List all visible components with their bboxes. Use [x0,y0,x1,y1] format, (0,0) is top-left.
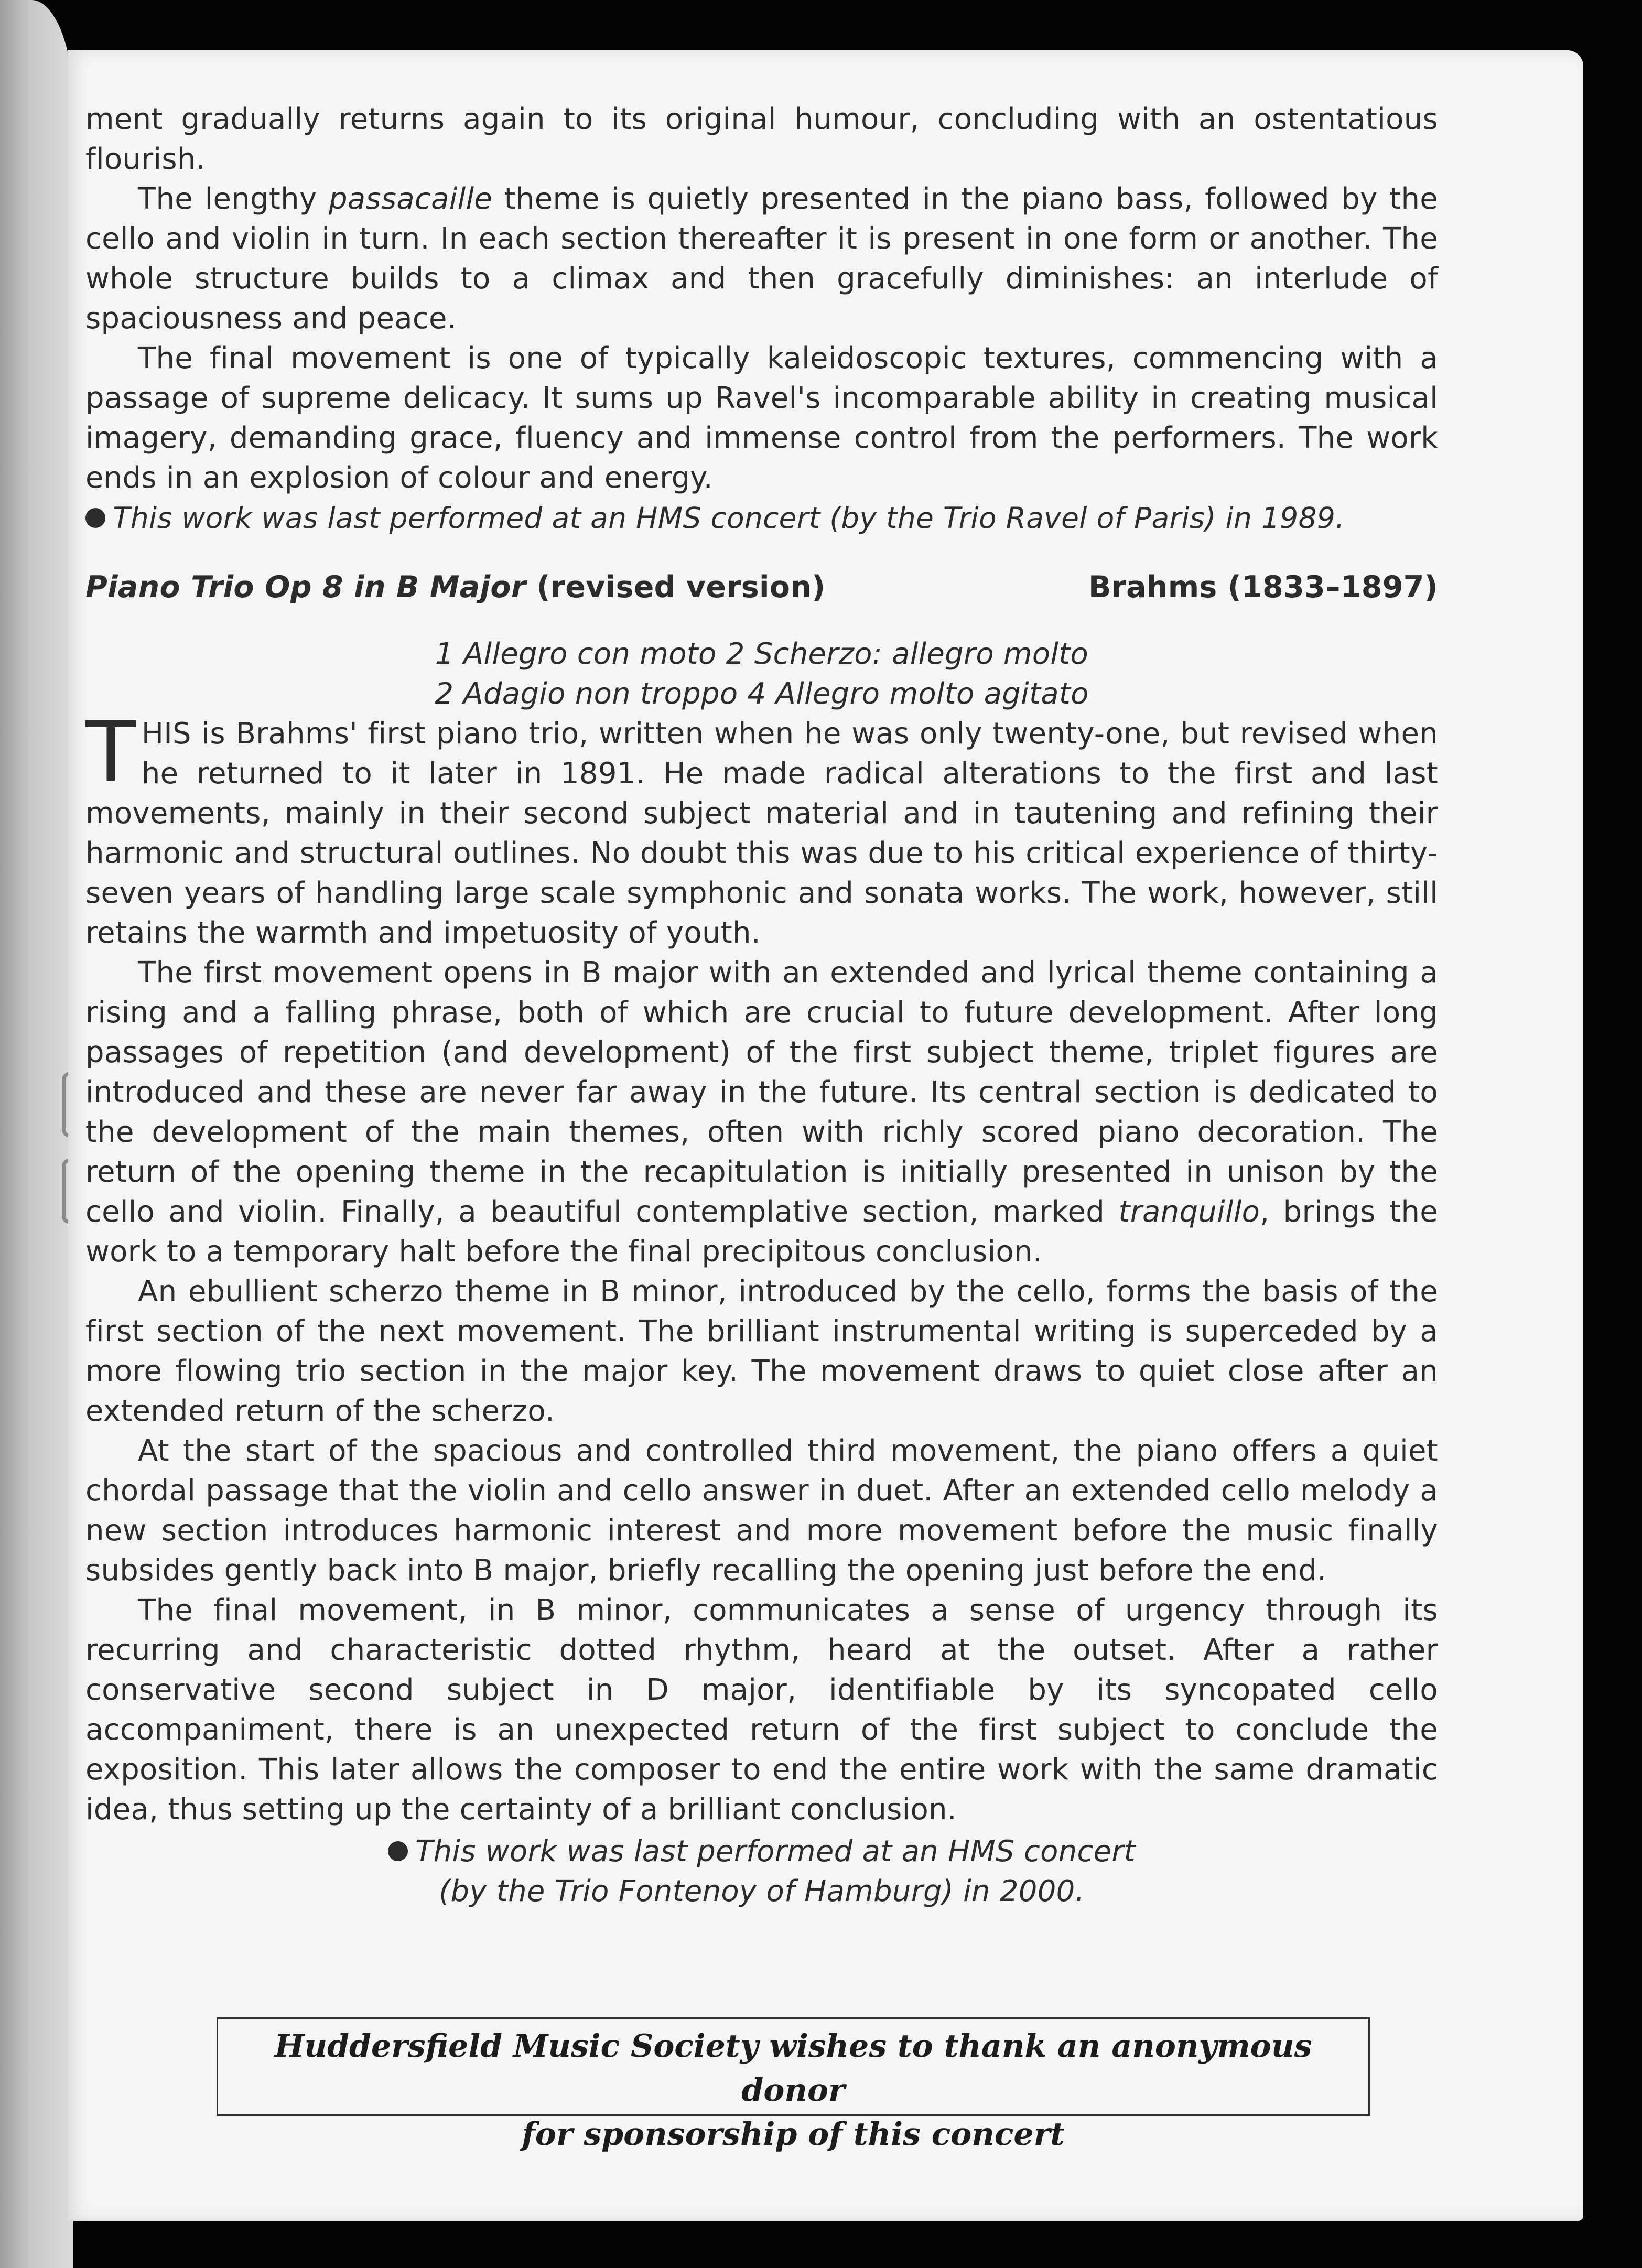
brahms-note-line [85,1832,1438,1872]
first-movement-paragraph [85,953,1438,1272]
finale-paragraph: The final movement, in B minor, communicates a sense of urgency through its recurring and characteristic dotted rhythm, heard at the outset. After a rather conservative second subject in D major, identifiable by its syncopated cello accompaniment, there is an unexpected return of the first subject to conclude the exposition. This later allows the composer to end the entire work with the same dramatic idea, thus setting up the certainty of a brilliant conclusion. [85,1593,1438,1827]
work-name: Piano Trio Op 8 in B Major [85,570,526,604]
brahms-note-line2: (by the Trio Fontenoy of Hamburg) in 2000. [439,1874,1085,1908]
drop-cap: T [85,704,136,801]
sponsor-thanks-line1: Huddersfield Music Society wishes to thank an anonymous donor [274,2028,1312,2109]
bullet-icon [388,1841,408,1861]
sponsor-thanks-box [217,2017,1370,2153]
facing-page-edge [0,0,73,2268]
work-title [85,567,825,607]
passacaille-text-end: theme is quietly presented in the piano bass, followed by the cello and violin in turn. In each section thereafter it is present in one form or another. The whole structure builds to a climax and then gracefully diminishes: an interlude of spaciousness and peace. [85,182,1438,336]
work-version: (revised version) [536,570,826,604]
passacaille-paragraph [85,179,1438,339]
brahms-intro-text: HIS is Brahms' first piano trio, written when he was only twenty-one, but revised when he returned to it later in 1891. He made radical alterations to the first and last movements, mainly in their second subject material and in tautening and refining their harmonic and structural outlines. No doubt this was due to his critical experience of thirty-seven years of handling large scale symphonic and sonata works. The work, however, still retains the warmth and impetuosity of youth. [85,717,1438,950]
movement-list [85,634,1438,714]
third-movement-paragraph: At the start of the spacious and controlled third movement, the piano offers a quiet chordal passage that the violin and cello answer in duet. After an extended cello melody a new section introduces harmonic interest and more movement before the music finally subsides gently back into B major, briefly recalling the opening just before the end. [85,1434,1438,1587]
ravel-intro-tail-paragraph: ment gradually returns again to its original humour, concluding with an ostentatious flourish. [85,102,1438,176]
passacaille-term: passacaille [328,182,493,216]
ravel-performance-note-text: This work was last performed at an HMS concert (by the Trio Ravel of Paris) in 1989. [113,501,1345,535]
movement-line: 1 Allegro con moto 2 Scherzo: allegro molto [435,637,1089,671]
first-movement-text-start: The first movement opens in B major with an extended and lyrical theme containing a rising and a falling phrase, both of which are crucial to future development. After long passages of repetition (and development) of the first subject theme, triplet figures are introduced and these are never far away in the future. Its central section is dedicated to the development of the main themes, often with richly scored piano decoration. The return of the opening theme in the recapitulation is initially presented in unison by the cello and violin. Finally, a beautiful contemplative section, marked [85,956,1438,1229]
bullet-icon [85,508,105,528]
passacaille-text-start: The lengthy [138,182,329,216]
sponsor-thanks-line2: for sponsorship of this concert [522,2116,1065,2153]
brahms-performance-note [85,1832,1438,1911]
work-heading [85,567,1438,607]
movement-line: 2 Adagio non troppo 4 Allegro molto agitato [435,677,1089,711]
ravel-final-movement-paragraph: The final movement is one of typically kaleidoscopic textures, commencing with a passage of supreme delicacy. It sums up Ravel's incomparable ability in creating musical imagery, demanding grace, fluency and immense control from the performers. The work ends in an explosion of colour and energy. [85,341,1438,495]
ravel-performance-note [85,498,1438,538]
tranquillo-term: tranquillo [1118,1195,1260,1229]
page-body [85,100,1438,1911]
brahms-note-line1: This work was last performed at an HMS concert [415,1834,1136,1869]
first-movement-text-end: , brings the work to a temporary halt before the final precipitous conclusion. [85,1195,1438,1269]
brahms-intro-paragraph [85,704,1438,953]
composer-name: Brahms (1833–1897) [1088,570,1438,604]
scherzo-paragraph: An ebullient scherzo theme in B minor, introduced by the cello, forms the basis of the first section of the next movement. The brilliant instrumental writing is superceded by a more flowing trio section in the major key. The movement draws to quiet close after an extended return of the scherzo. [85,1275,1438,1428]
